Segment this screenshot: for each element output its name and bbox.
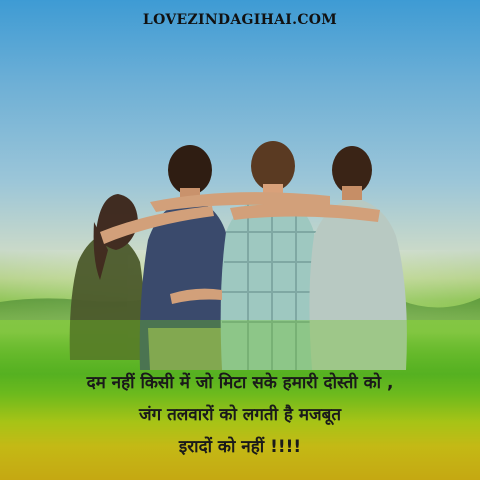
site-title: LOVEZINDAGIHAI.COM: [142, 12, 338, 28]
quote-line-3: इरादों को नहीं !!!!: [178, 437, 302, 457]
quote-line-2: जंग तलवारों को लगती है मजबूत: [138, 405, 342, 425]
quote-line-1: दम नहीं किसी में जो मिटा सके हमारी दोस्ती को ,: [86, 373, 394, 393]
